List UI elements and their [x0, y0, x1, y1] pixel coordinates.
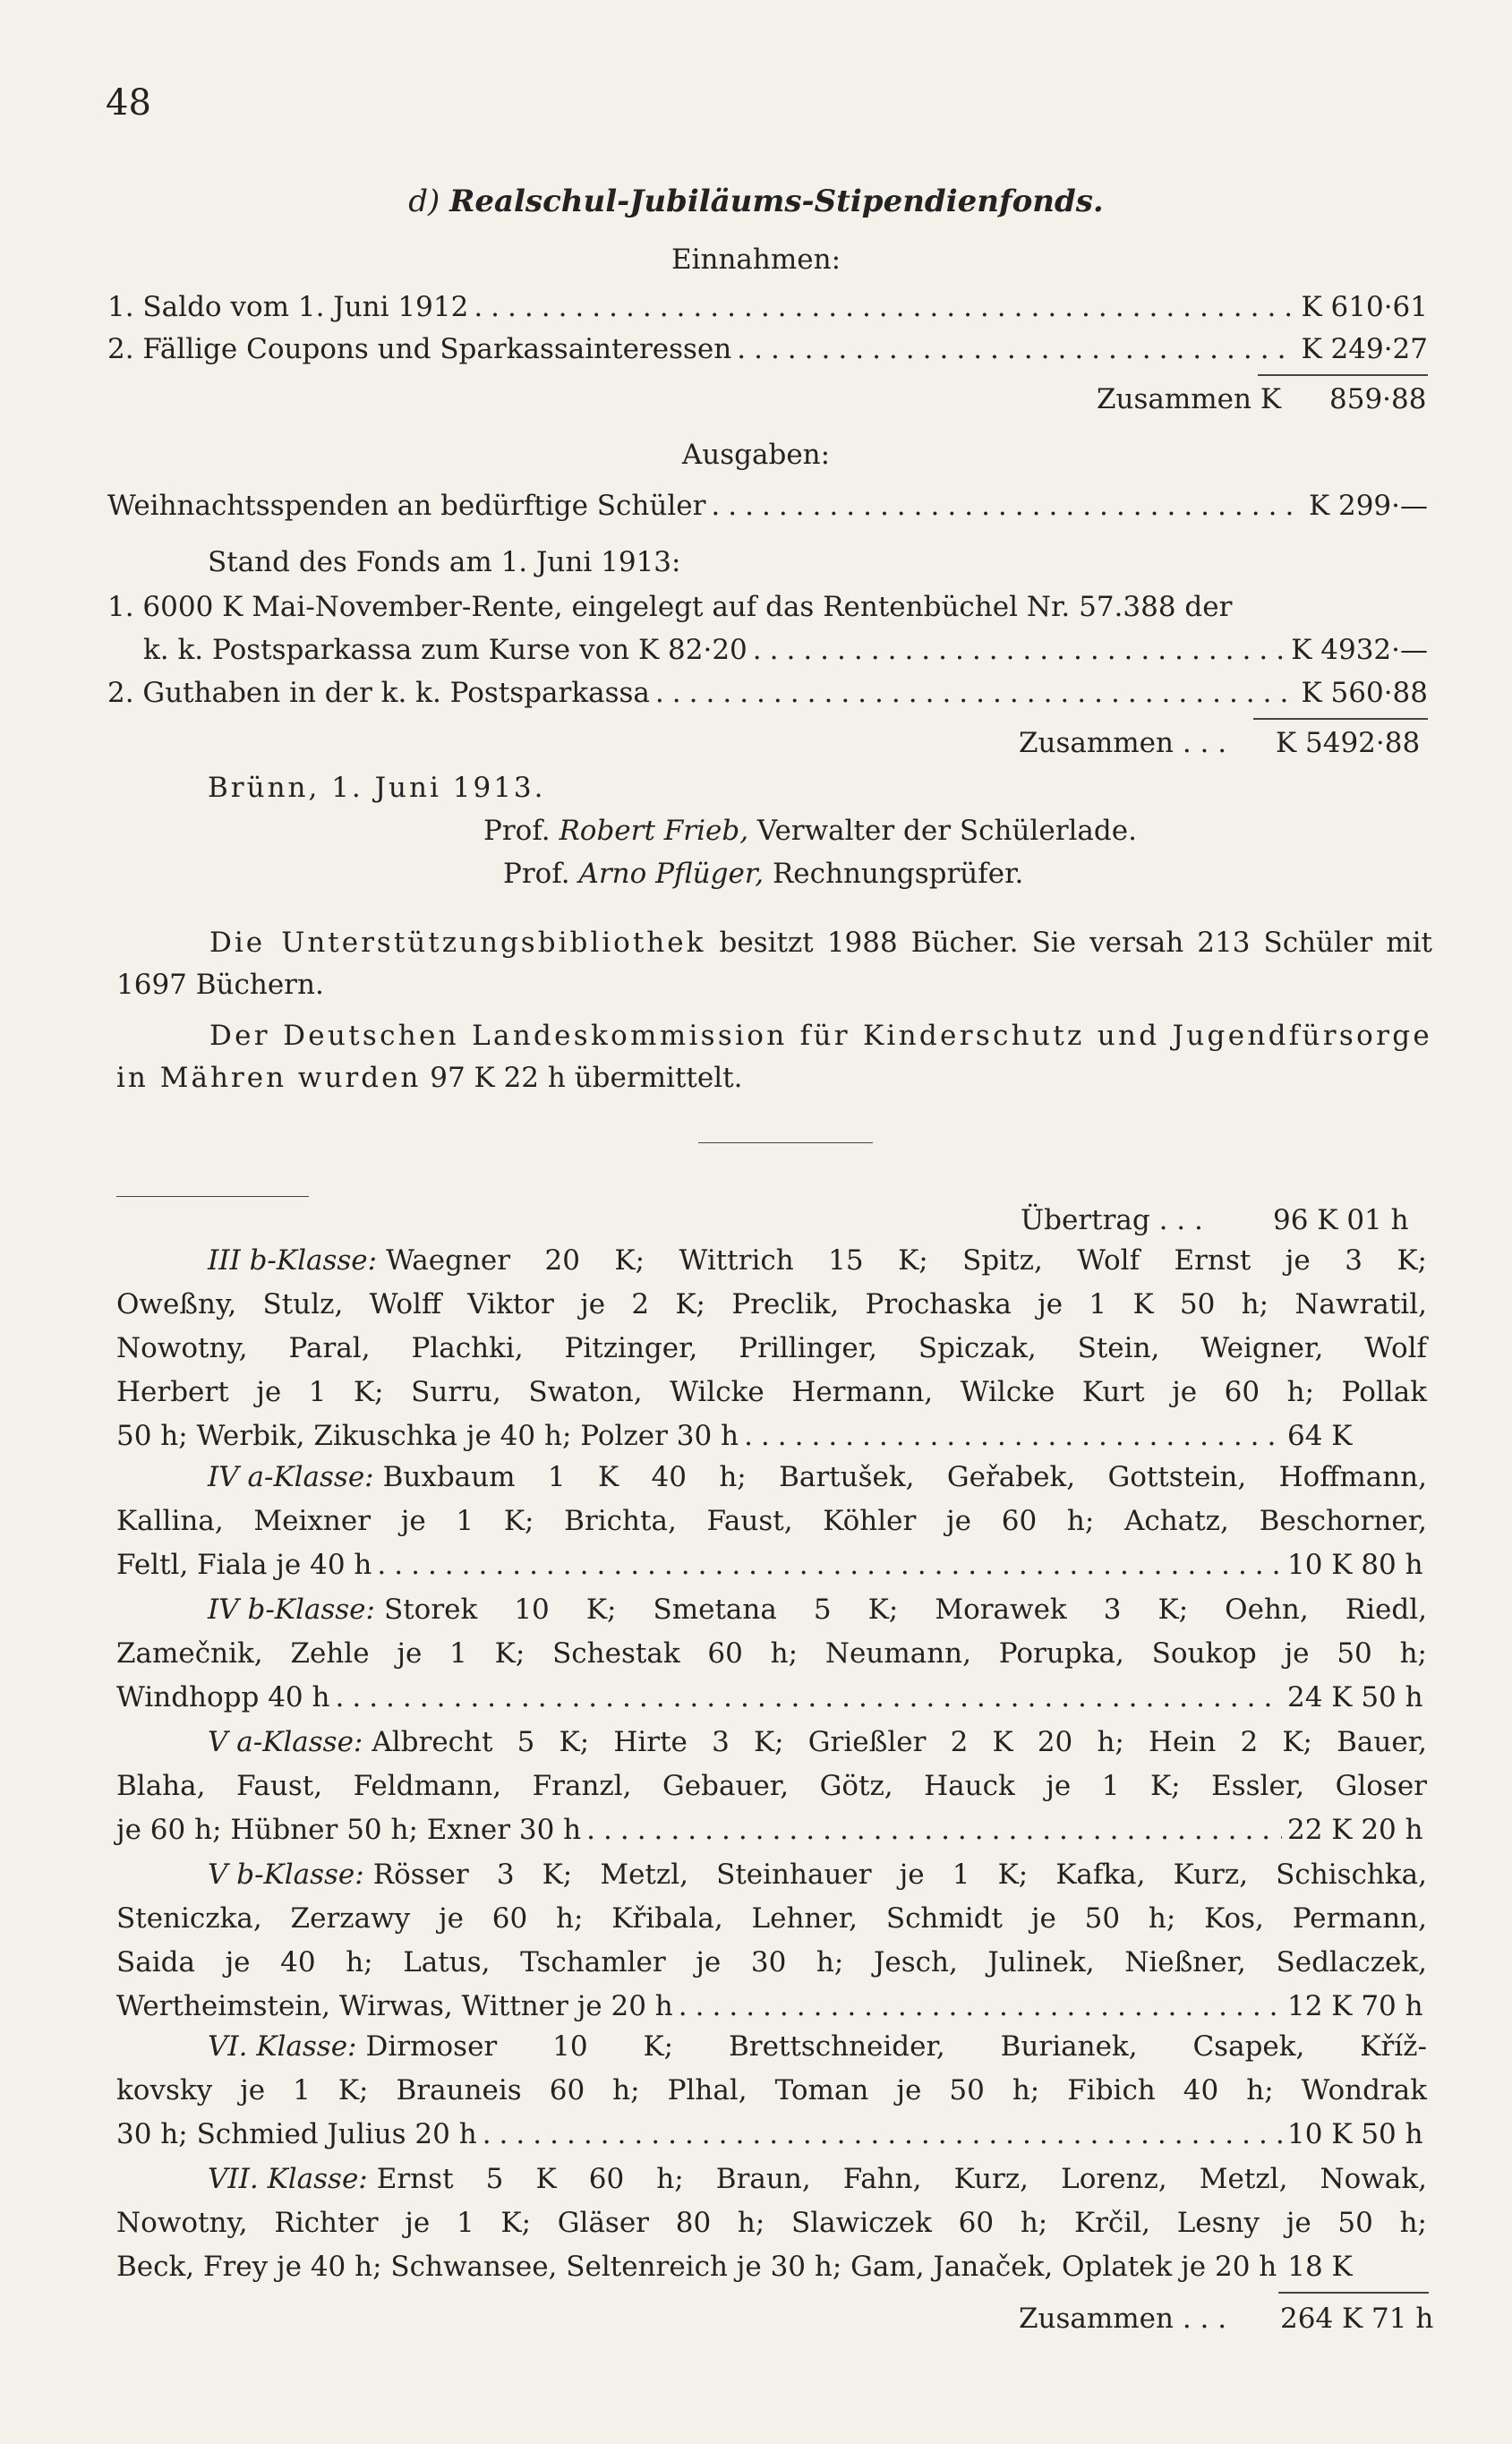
leader-dots — [679, 1990, 1282, 2022]
class-total-row — [116, 1549, 1431, 1588]
expense-1-amount: K 299·— — [1308, 490, 1428, 522]
stand-item-2-amount: K 560·88 — [1301, 677, 1428, 709]
stand-item-1-line-2: k. k. Postsparkassa zum Kurse von K 82·20 — [143, 634, 747, 666]
class-line — [116, 1770, 1427, 1802]
class-line — [208, 1726, 1427, 1758]
page-number: 48 — [106, 82, 151, 124]
footnote-rule — [116, 1196, 309, 1197]
income-row-1 — [107, 291, 1428, 330]
leader-dots — [744, 1420, 1282, 1452]
stand-item-1-amount: K 4932·— — [1291, 634, 1428, 666]
admin-1-name: Robert Frieb, — [559, 815, 749, 847]
class-last-line: Feltl, Fiala je 40 h — [116, 1549, 372, 1581]
class-line — [116, 2207, 1427, 2239]
class-total-row — [116, 2251, 1431, 2290]
leader-dots — [474, 291, 1295, 323]
class-amount: 18 K — [1287, 2251, 1353, 2283]
income-heading: Einnahmen: — [671, 244, 841, 276]
commission-line-1: Der Deutschen Landeskommission für Kinderschutz und Jugendfürsorge — [209, 1020, 1432, 1052]
income-total-label: Zusammen K — [1097, 383, 1282, 415]
class-name: V b-Klasse: — [208, 1859, 364, 1891]
class-name: VI. Klasse: — [208, 2030, 357, 2063]
leader-dots — [483, 2118, 1282, 2150]
commission-lead: in Mähren wurden — [116, 1062, 422, 1094]
income-1-label: 1. Saldo vom 1. Juni 1912 — [107, 291, 469, 323]
class-name: V a-Klasse: — [208, 1726, 363, 1758]
class-name: III b-Klasse: — [208, 1244, 378, 1277]
class-text: Nowotny, Richter je 1 K; Gläser 80 h; Slawiczek 60 h; Krčil, Lesny je 50 h; — [116, 2207, 1427, 2239]
class-line — [208, 2030, 1427, 2063]
class-text: Zamečnik, Zehle je 1 K; Schestak 60 h; Neumann, Porupka, Soukop je 50 h; — [116, 1637, 1427, 1670]
class-last-line: Windhopp 40 h — [116, 1681, 330, 1713]
income-2-amount: K 249·27 — [1301, 333, 1428, 365]
library-paragraph — [116, 922, 1432, 1006]
class-line — [116, 1505, 1427, 1537]
class-total-row — [116, 2118, 1431, 2158]
class-line — [116, 1946, 1427, 1978]
class-line — [208, 1594, 1427, 1626]
stand-item-2-label: 2. Guthaben in der k. k. Postsparkassa — [107, 677, 650, 709]
stand-item-2-row — [107, 677, 1428, 716]
class-name: IV b-Klasse: — [208, 1594, 375, 1626]
class-text: Nowotny, Paral, Plachki, Pitzinger, Prillinger, Spiczak, Stein, Weigner, Wolf — [116, 1332, 1427, 1364]
class-last-line: Beck, Frey je 40 h; Schwansee, Seltenreich je 30 h; Gam, Janaček, Oplatek je 20 h — [116, 2251, 1277, 2283]
grand-total-amount: 264 K 71 h — [1280, 2303, 1434, 2335]
stand-item-1-row — [143, 634, 1428, 673]
admin-2-role: Rechnungsprüfer. — [772, 858, 1024, 890]
class-line — [116, 1637, 1427, 1670]
class-total-row — [116, 1681, 1431, 1721]
class-line — [116, 1332, 1427, 1364]
class-last-line: Wertheimstein, Wirwas, Wittner je 20 h — [116, 1990, 673, 2022]
leader-dots — [753, 634, 1286, 666]
leader-dots — [737, 333, 1295, 365]
class-name: IV a-Klasse: — [208, 1461, 374, 1493]
class-total-row — [116, 1420, 1431, 1459]
class-name: VII. Klasse: — [208, 2163, 368, 2195]
section-title — [0, 184, 1512, 219]
library-lead: Die Unterstützungsbibliothek — [209, 927, 706, 959]
commission-paragraph — [116, 1015, 1432, 1099]
sum-rule — [1278, 2292, 1429, 2294]
sum-rule — [1258, 374, 1428, 376]
class-total-row — [116, 1990, 1431, 2030]
class-text: kovsky je 1 K; Brauneis 60 h; Plhal, Toman je 50 h; Fibich 40 h; Wondrak — [116, 2074, 1427, 2106]
leader-dots — [655, 677, 1296, 709]
class-total-row — [116, 1814, 1431, 1853]
place-date: Brünn, 1. Juni 1913. — [208, 772, 546, 804]
commission-rest: 97 K 22 h übermittelt. — [430, 1062, 743, 1094]
class-text: Kallina, Meixner je 1 K; Brichta, Faust, Köhler je 60 h; Achatz, Beschorner, — [116, 1505, 1427, 1537]
grand-total-label: Zusammen . . . — [1019, 2303, 1227, 2335]
admin-2-name: Arno Pflüger, — [578, 858, 765, 890]
stand-heading: Stand des Fonds am 1. Juni 1913: — [208, 546, 681, 578]
carryover-amount: 96 K 01 h — [1273, 1204, 1409, 1236]
expense-row-1 — [107, 490, 1428, 529]
income-total-value: 859·88 — [1329, 383, 1427, 415]
leader-dots — [335, 1681, 1282, 1713]
stand-total-value: K 5492·88 — [1276, 727, 1421, 759]
income-2-label: 2. Fällige Coupons und Sparkassainteressen — [107, 333, 732, 365]
admin-2-title: Prof. — [503, 858, 570, 890]
class-line — [116, 2074, 1427, 2106]
leader-dots — [586, 1814, 1282, 1846]
class-line — [116, 1376, 1427, 1408]
class-line — [208, 1461, 1427, 1493]
income-1-amount: K 610·61 — [1301, 291, 1428, 323]
class-last-line: je 60 h; Hübner 50 h; Exner 30 h — [116, 1814, 582, 1846]
sum-rule — [1253, 718, 1428, 720]
section-title-text: Realschul-Jubiläums-Stipendienfonds. — [449, 184, 1104, 219]
admin-1-role: Verwalter der Schülerlade. — [756, 815, 1137, 847]
class-amount: 64 K — [1287, 1420, 1353, 1452]
class-text: Storek 10 K; Smetana 5 K; Morawek 3 K; Oehn, Riedl, — [383, 1594, 1427, 1626]
class-amount: 12 K 70 h — [1287, 1990, 1423, 2022]
class-amount: 24 K 50 h — [1287, 1681, 1423, 1713]
class-text: Waegner 20 K; Wittrich 15 K; Spitz, Wolf Ernst je 3 K; — [386, 1244, 1427, 1277]
class-text: Herbert je 1 K; Surru, Swaton, Wilcke Hermann, Wilcke Kurt je 60 h; Pollak — [116, 1376, 1427, 1408]
expense-1-label: Weihnachtsspenden an bedürftige Schüler — [107, 490, 706, 522]
library-line-1 — [116, 922, 1432, 964]
class-text: Ernst 5 K 60 h; Braun, Fahn, Kurz, Lorenz, Metzl, Nowak, — [376, 2163, 1427, 2195]
class-text: Steniczka, Zerzawy je 60 h; Křibala, Lehner, Schmidt je 50 h; Kos, Permann, — [116, 1902, 1427, 1935]
class-amount: 10 K 80 h — [1287, 1549, 1423, 1581]
class-line — [208, 1859, 1427, 1891]
section-letter: d) — [408, 184, 440, 219]
leader-dots — [377, 1549, 1282, 1581]
library-rest: besitzt 1988 Bücher. Sie versah 213 Schüler mit — [719, 927, 1432, 959]
class-text: Saida je 40 h; Latus, Tschamler je 30 h; Jesch, Julinek, Nießner, Sedlaczek, — [116, 1946, 1427, 1978]
class-text: Blaha, Faust, Feldmann, Franzl, Gebauer, Götz, Hauck je 1 K; Essler, Gloser — [116, 1770, 1427, 1802]
administrator-2 — [503, 858, 1023, 890]
commission-line-2 — [116, 1057, 1432, 1099]
class-line — [116, 1288, 1427, 1320]
separator-rule — [698, 1142, 873, 1143]
class-text: Oweßny, Stulz, Wolff Viktor je 2 K; Preclik, Prochaska je 1 K 50 h; Nawratil, — [116, 1288, 1427, 1320]
class-last-line: 50 h; Werbik, Zikuschka je 40 h; Polzer 30 h — [116, 1420, 739, 1452]
admin-1-title: Prof. — [483, 815, 551, 847]
income-row-2 — [107, 333, 1428, 372]
class-amount: 10 K 50 h — [1287, 2118, 1423, 2150]
expenses-heading: Ausgaben: — [681, 439, 831, 471]
carryover-label: Übertrag . . . — [1021, 1204, 1203, 1236]
stand-item-1-line-1: 1. 6000 K Mai-November-Rente, eingelegt auf das Rentenbüchel Nr. 57.388 der — [107, 591, 1233, 623]
class-text: Buxbaum 1 K 40 h; Bartušek, Geřabek, Gottstein, Hoffmann, — [382, 1461, 1427, 1493]
class-line — [116, 1902, 1427, 1935]
leader-dots — [711, 490, 1303, 522]
administrator-1 — [483, 815, 1137, 847]
class-last-line: 30 h; Schmied Julius 20 h — [116, 2118, 477, 2150]
stand-total-label: Zusammen . . . — [1019, 727, 1227, 759]
class-line — [208, 1244, 1427, 1277]
class-amount: 22 K 20 h — [1287, 1814, 1423, 1846]
class-text: Dirmoser 10 K; Brettschneider, Burianek, Csapek, Kříž- — [365, 2030, 1427, 2063]
class-line — [208, 2163, 1427, 2195]
library-line-2: 1697 Büchern. — [116, 969, 324, 1001]
class-text: Rösser 3 K; Metzl, Steinhauer je 1 K; Kafka, Kurz, Schischka, — [372, 1859, 1427, 1891]
class-text: Albrecht 5 K; Hirte 3 K; Grießler 2 K 20 h; Hein 2 K; Bauer, — [372, 1726, 1427, 1758]
